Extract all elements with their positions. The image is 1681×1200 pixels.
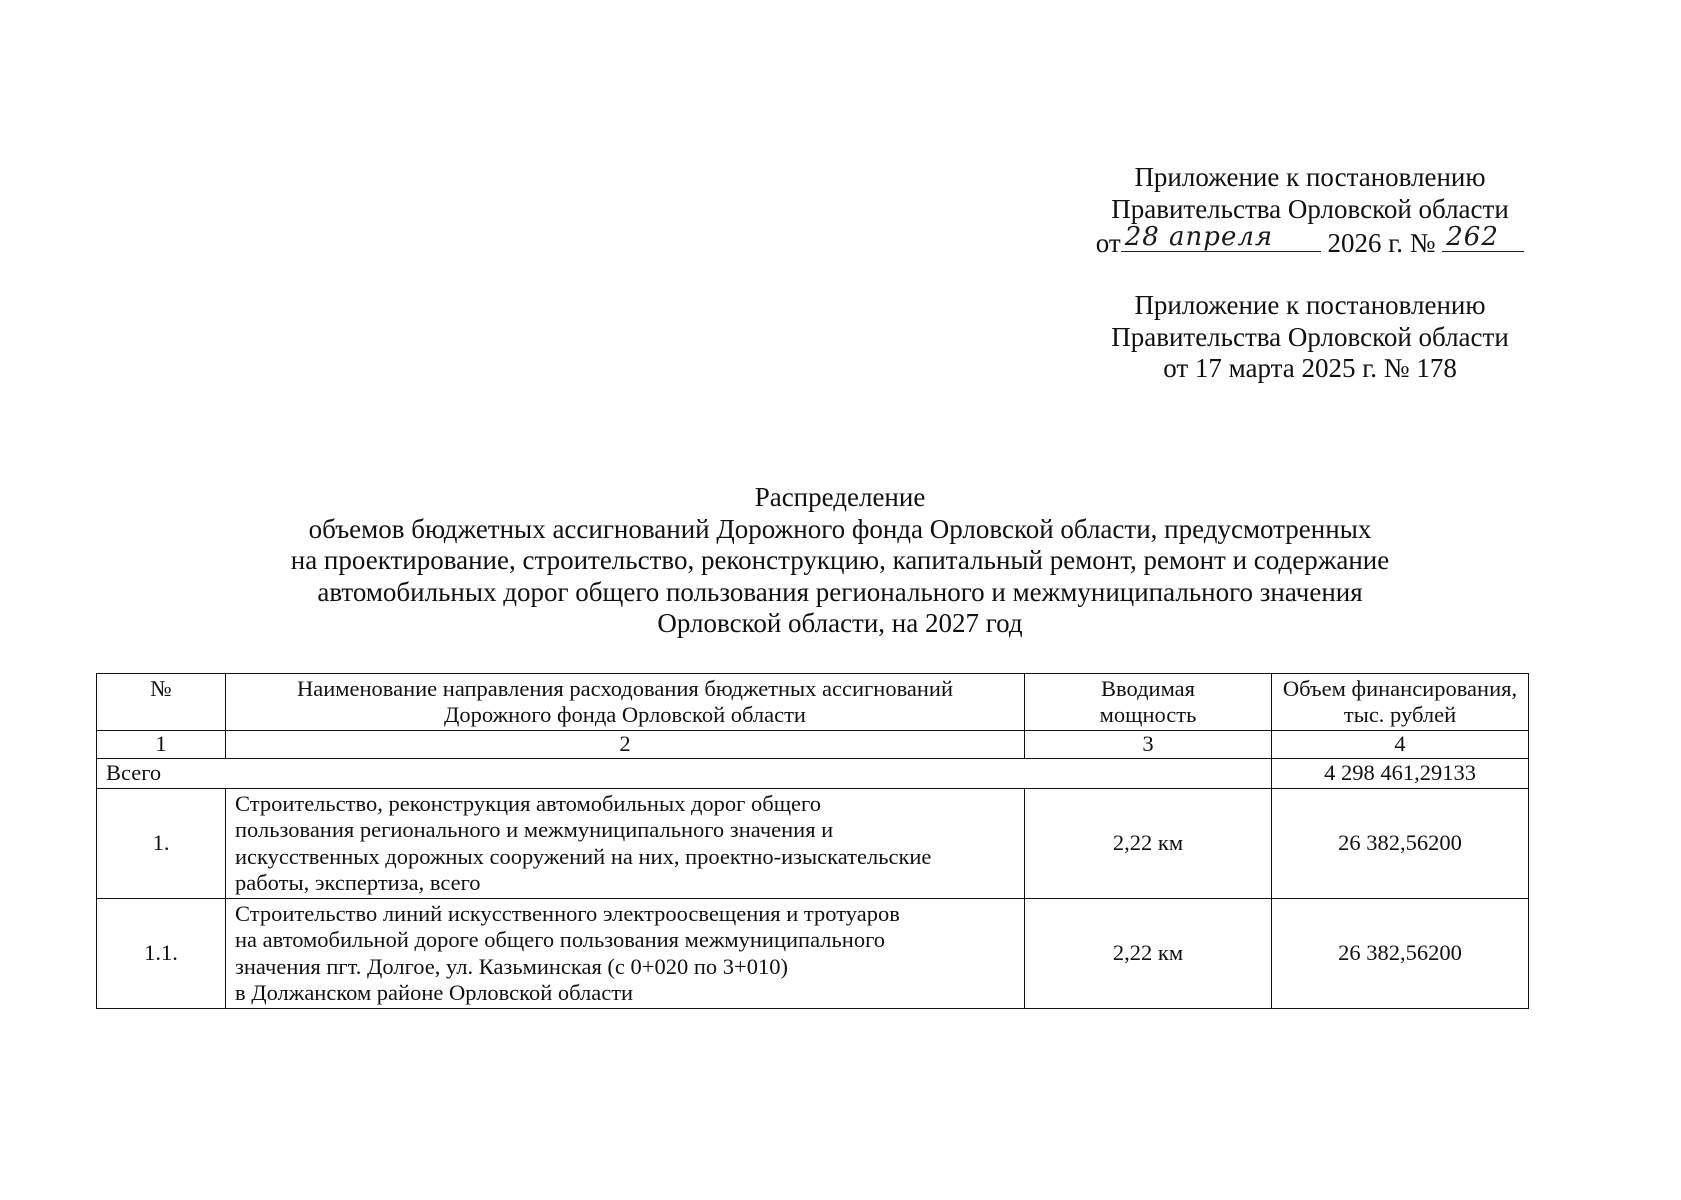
document-title bbox=[100, 482, 1580, 640]
row-volume: 26 382,56200 bbox=[1272, 789, 1529, 899]
header-capacity-line-2: мощность bbox=[1099, 702, 1197, 727]
handwritten-date-text: 28 апреля bbox=[1124, 221, 1274, 252]
header-volume bbox=[1272, 674, 1529, 731]
appendix-original bbox=[1080, 290, 1540, 385]
handwritten-number bbox=[1442, 221, 1524, 252]
title-line-4: автомобильных дорог общего пользования регионального и межмуниципального значения bbox=[317, 576, 1363, 607]
handwritten-number-text: 262 bbox=[1446, 221, 1499, 252]
row-num: 1. bbox=[97, 789, 226, 899]
header-name-line-2: Дорожного фонда Орловской области bbox=[444, 702, 806, 727]
row-name-line: значения пгт. Долгое, ул. Казьминская (с 0+020 по 3+010) bbox=[235, 953, 788, 979]
title-line-3: на проектирование, строительство, реконструкцию, капитальный ремонт, ремонт и содержание bbox=[290, 545, 1390, 575]
title-line-2: объемов бюджетных ассигнований Дорожного фонда Орловской области, предусмотренных bbox=[308, 513, 1372, 544]
title-line-5: Орловской области, на 2027 год bbox=[657, 608, 1023, 638]
index-cell: 4 bbox=[1272, 731, 1529, 759]
column-index-row bbox=[97, 731, 1529, 759]
total-value: 4 298 461,29133 bbox=[1272, 759, 1529, 789]
appendix-current bbox=[1080, 162, 1540, 260]
header-num: № bbox=[97, 674, 226, 731]
budget-table bbox=[96, 673, 1529, 1009]
header-volume-line-2: тыс. рублей bbox=[1343, 702, 1457, 727]
header-capacity-line-1: Вводимая bbox=[1101, 675, 1195, 701]
row-volume: 26 382,56200 bbox=[1272, 899, 1529, 1009]
row-name-line: работы, экспертиза, всего bbox=[235, 870, 481, 895]
row-name bbox=[226, 899, 1025, 1009]
from-prefix: от bbox=[1095, 228, 1121, 258]
appendix-line-1: Приложение к постановлению bbox=[1134, 162, 1486, 192]
table-row bbox=[97, 899, 1529, 1009]
year-text: 2026 г. № bbox=[1327, 228, 1436, 258]
header-volume-line-1: Объем финансирования, bbox=[1282, 675, 1518, 701]
row-name-line: Строительство, реконструкция автомобильных дорог общего bbox=[235, 790, 821, 816]
header-name-line-1: Наименование направления расходования бюджетных ассигнований bbox=[296, 675, 953, 701]
total-label: Всего bbox=[97, 759, 1272, 789]
appendix-old-line-2: Правительства Орловской области bbox=[1111, 321, 1509, 352]
handwritten-date bbox=[1121, 221, 1321, 252]
appendix-old-line-1: Приложение к постановлению bbox=[1134, 290, 1486, 320]
row-capacity: 2,22 км bbox=[1025, 789, 1272, 899]
table-header-row bbox=[97, 674, 1529, 731]
header-capacity bbox=[1025, 674, 1272, 731]
header-name bbox=[226, 674, 1025, 731]
row-name-line: искусственных дорожных сооружений на них, проектно-изыскательские bbox=[235, 843, 932, 869]
row-name bbox=[226, 789, 1025, 899]
appendix-old-line-3: от 17 марта 2025 г. № 178 bbox=[1163, 353, 1457, 383]
row-num: 1.1. bbox=[97, 899, 226, 1009]
row-name-line: пользования регионального и межмуниципального значения и bbox=[235, 817, 834, 842]
index-cell: 2 bbox=[226, 731, 1025, 759]
row-capacity: 2,22 км bbox=[1025, 899, 1272, 1009]
appendix-date-line bbox=[1080, 221, 1540, 260]
table-row bbox=[97, 789, 1529, 899]
index-cell: 1 bbox=[97, 731, 226, 759]
appendix-line-2: Правительства Орловской области bbox=[1111, 193, 1509, 224]
index-cell: 3 bbox=[1025, 731, 1272, 759]
row-name-line: на автомобильной дороге общего пользования межмуниципального bbox=[235, 927, 885, 952]
row-name-line: в Должанском районе Орловской области bbox=[235, 980, 634, 1005]
total-row bbox=[97, 759, 1529, 789]
title-line-1: Распределение bbox=[754, 482, 926, 512]
row-name-line: Строительство линий искусственного электроосвещения и тротуаров bbox=[235, 900, 900, 926]
